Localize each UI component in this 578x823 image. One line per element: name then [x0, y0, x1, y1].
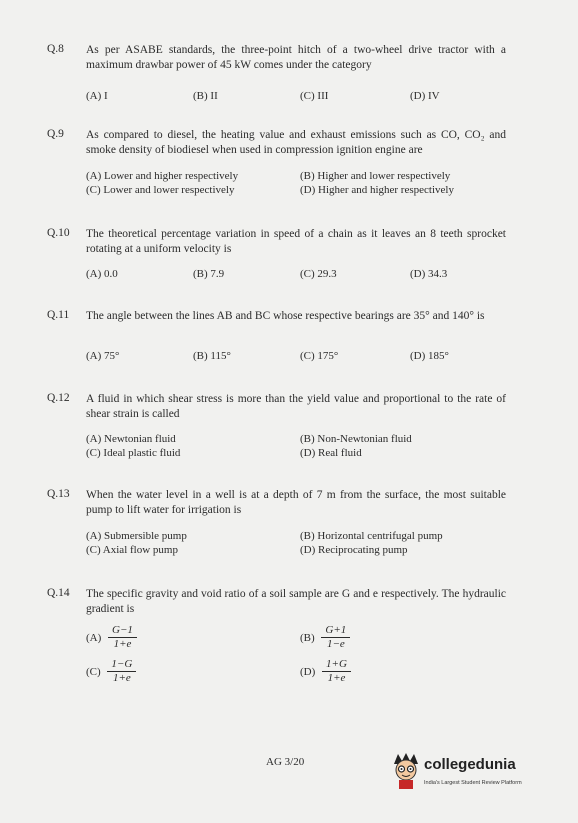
option-c: (C) 175° — [300, 350, 339, 362]
option-c: (C) Ideal plastic fluid — [86, 447, 181, 459]
option-b: (B) Higher and lower respectively — [300, 170, 451, 182]
question-text: As per ASABE standards, the three-point hitch of a two-wheel drive tractor with a maximum drawbar power of 45 kW comes under the category — [86, 44, 506, 71]
option-a — [86, 624, 137, 651]
question-text: When the water level in a well is at a depth of 7 m from the surface, the most suitable pump to lift water for irrigation is — [86, 489, 506, 516]
mascot-icon — [390, 752, 422, 790]
option-a: (A) 75° — [86, 350, 120, 362]
option-b — [300, 624, 350, 651]
option-d: (D) 34.3 — [410, 268, 448, 280]
question-number: Q.10 — [47, 227, 70, 239]
fraction — [107, 658, 136, 685]
question-text: The angle between the lines AB and BC whose respective bearings are 35° and 140° is — [86, 310, 485, 322]
fraction — [322, 658, 351, 685]
option-label: (D) — [300, 665, 316, 678]
numerator: G+1 — [321, 624, 350, 638]
option-b: (B) 115° — [193, 350, 231, 362]
option-d — [300, 658, 351, 685]
option-d: (D) IV — [410, 90, 440, 102]
question-number: Q.8 — [47, 43, 64, 55]
page-number: AG 3/20 — [266, 756, 305, 768]
numerator: 1−G — [107, 658, 136, 672]
option-b: (B) II — [193, 90, 218, 102]
option-a: (A) I — [86, 90, 108, 102]
question-number: Q.11 — [47, 309, 70, 321]
option-c: (C) III — [300, 90, 329, 102]
fraction — [321, 624, 350, 651]
question-number: Q.13 — [47, 488, 70, 500]
question-text: The theoretical percentage variation in speed of a chain as it leaves an 8 teeth sprocket rotating at a uniform velocity is — [86, 228, 506, 255]
option-label: (A) — [86, 631, 102, 644]
logo-tagline: India's Largest Student Review Platform — [424, 780, 522, 786]
option-b: (B) Non-Newtonian fluid — [300, 433, 412, 445]
option-d: (D) Reciprocating pump — [300, 544, 408, 556]
denominator: 1+e — [113, 638, 132, 650]
denominator: 1−e — [326, 638, 345, 650]
question-text: The specific gravity and void ratio of a soil sample are G and e respectively. The hydraulic gradient is — [86, 588, 506, 615]
question-number: Q.9 — [47, 128, 64, 140]
option-c: (C) 29.3 — [300, 268, 337, 280]
question-text: A fluid in which shear stress is more than the yield value and proportional to the rate of shear strain is called — [86, 393, 506, 420]
numerator: 1+G — [322, 658, 351, 672]
logo-wordmark: collegedunia — [424, 756, 516, 773]
option-a: (A) 0.0 — [86, 268, 118, 280]
option-a: (A) Lower and higher respectively — [86, 170, 239, 182]
denominator: 1+e — [112, 672, 131, 684]
option-b: (B) 7.9 — [193, 268, 225, 280]
option-c: (C) Lower and lower respectively — [86, 184, 235, 196]
option-b: (B) Horizontal centrifugal pump — [300, 530, 443, 542]
denominator: 1+e — [327, 672, 346, 684]
option-d: (D) 185° — [410, 350, 449, 362]
option-label: (C) — [86, 665, 101, 678]
collegedunia-logo — [390, 750, 572, 800]
option-a: (A) Newtonian fluid — [86, 433, 176, 445]
option-d: (D) Higher and higher respectively — [300, 184, 454, 196]
option-c — [86, 658, 136, 685]
question-text: As compared to diesel, the heating value and exhaust emissions such as CO, CO₂ and smoke density of biodiesel when used in compression ignition engine are — [86, 129, 506, 156]
option-a: (A) Submersible pump — [86, 530, 187, 542]
option-c: (C) Axial flow pump — [86, 544, 178, 556]
option-d: (D) Real fluid — [300, 447, 362, 459]
option-label: (B) — [300, 631, 315, 644]
question-number: Q.12 — [47, 392, 70, 404]
fraction — [108, 624, 137, 651]
numerator: G−1 — [108, 624, 137, 638]
question-number: Q.14 — [47, 587, 70, 599]
